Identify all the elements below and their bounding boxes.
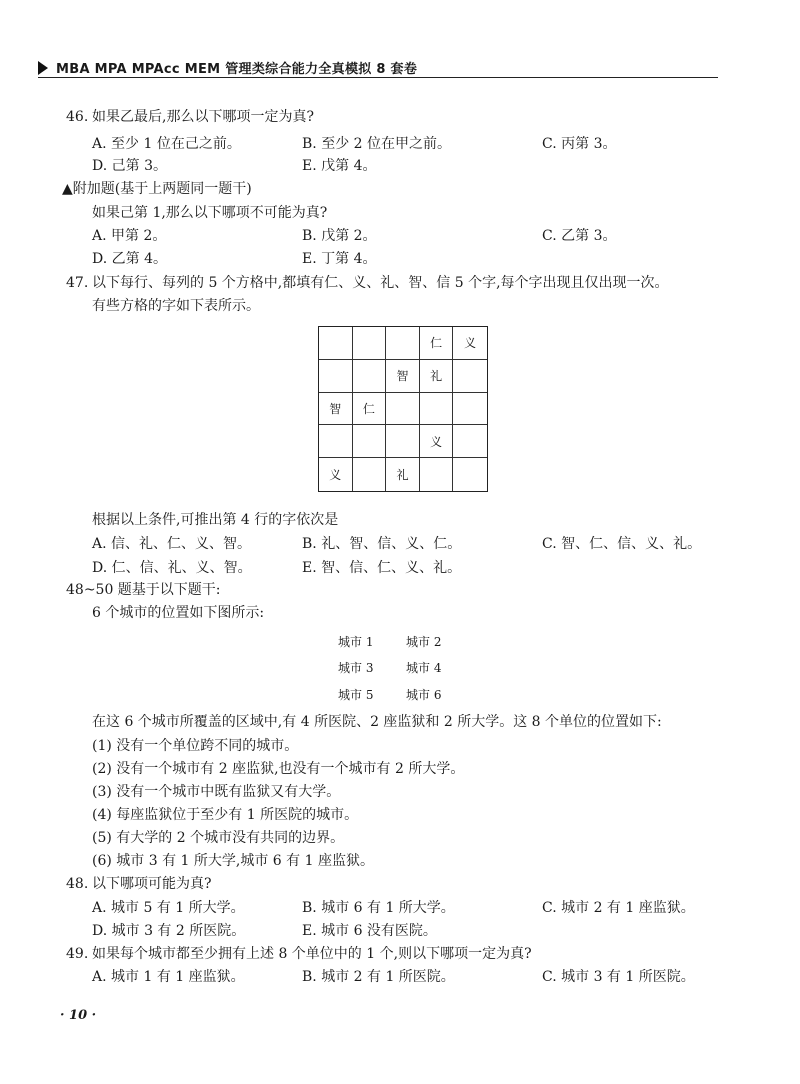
q48-number: 48. [66, 876, 89, 892]
running-header [38, 58, 718, 76]
page-number: · 10 · [60, 1008, 97, 1023]
grid-cell: 仁 [420, 327, 454, 360]
extra-title: ▲附加题(基于上两题同一题干) [62, 181, 252, 197]
q48-option-b: B. 城市 6 有 1 所大学。 [302, 900, 455, 916]
grid-cell [386, 393, 420, 426]
condition-1: (1) 没有一个单位跨不同的城市。 [92, 738, 299, 754]
q48-option-a: A. 城市 5 有 1 所大学。 [92, 900, 245, 916]
q48-option-e: E. 城市 6 没有医院。 [302, 923, 437, 939]
q48-stem: 以下哪项可能为真? [92, 876, 212, 892]
q47-option-e: E. 智、信、仁、义、礼。 [302, 560, 462, 576]
q47-number: 47. [66, 275, 89, 291]
q46-option-c: C. 丙第 3。 [542, 136, 617, 152]
triangle-marker-icon [38, 61, 48, 75]
extra-option-d: D. 乙第 4。 [92, 251, 167, 267]
q47-question: 根据以上条件,可推出第 4 行的字依次是 [92, 512, 339, 528]
grid-cell: 义 [420, 425, 454, 458]
grid-cell: 礼 [420, 360, 454, 393]
grid-cell [353, 458, 387, 491]
grid-cell [386, 327, 420, 360]
grid-cell: 礼 [386, 458, 420, 491]
condition-5: (5) 有大学的 2 个城市没有共同的边界。 [92, 830, 345, 846]
grid-cell [319, 360, 353, 393]
header-title: MBA MPA MPAcc MEM 管理类综合能力全真模拟 8 套卷 [56, 62, 418, 77]
q47-option-d: D. 仁、信、礼、义、智。 [92, 560, 252, 576]
q47-option-b: B. 礼、智、信、义、仁。 [302, 536, 462, 552]
q47-option-a: A. 信、礼、仁、义、智。 [92, 536, 252, 552]
grid-cell: 智 [319, 393, 353, 426]
grid-cell: 义 [319, 458, 353, 491]
q47-stem-line1: 以下每行、每列的 5 个方格中,都填有仁、义、礼、智、信 5 个字,每个字出现且仅出现一次。 [92, 275, 669, 291]
extra-option-a: A. 甲第 2。 [92, 228, 167, 244]
extra-option-b: B. 戊第 2。 [302, 228, 377, 244]
grid-cell [353, 327, 387, 360]
q49-option-b: B. 城市 2 有 1 所医院。 [302, 969, 455, 985]
q49-option-a: A. 城市 1 有 1 座监狱。 [92, 969, 245, 985]
q46-option-a: A. 至少 1 位在己之前。 [92, 136, 241, 152]
extra-option-c: C. 乙第 3。 [542, 228, 617, 244]
grid-cell [453, 393, 487, 426]
city-5-label: 城市 5 [338, 688, 374, 702]
city-6-label: 城市 6 [406, 688, 442, 702]
set-description: 6 个城市的位置如下图所示: [92, 605, 265, 621]
q46-number: 46. [66, 109, 89, 125]
condition-6: (6) 城市 3 有 1 所大学,城市 6 有 1 座监狱。 [92, 853, 374, 869]
city-4-label: 城市 4 [406, 661, 442, 675]
grid-cell [420, 458, 454, 491]
grid-cell [453, 425, 487, 458]
header-rule [38, 77, 718, 78]
grid-cell [319, 327, 353, 360]
character-grid [318, 326, 488, 492]
grid-cell [353, 360, 387, 393]
q46-stem: 如果乙最后,那么以下哪项一定为真? [92, 109, 314, 125]
set-lead: 在这 6 个城市所覆盖的区域中,有 4 所医院、2 座监狱和 2 所大学。这 8 个单位的位置如下: [92, 714, 662, 730]
set-intro: 48~50 题基于以下题干: [66, 582, 221, 598]
grid-cell [353, 425, 387, 458]
q49-option-c: C. 城市 3 有 1 所医院。 [542, 969, 695, 985]
q49-number: 49. [66, 946, 89, 962]
q48-option-c: C. 城市 2 有 1 座监狱。 [542, 900, 695, 916]
condition-2: (2) 没有一个城市有 2 座监狱,也没有一个城市有 2 所大学。 [92, 761, 465, 777]
grid-cell [453, 458, 487, 491]
condition-3: (3) 没有一个城市中既有监狱又有大学。 [92, 784, 341, 800]
q47-stem-line2: 有些方格的字如下表所示。 [92, 298, 260, 314]
extra-option-e: E. 丁第 4。 [302, 251, 377, 267]
grid-cell [319, 425, 353, 458]
extra-stem: 如果己第 1,那么以下哪项不可能为真? [92, 205, 328, 221]
q47-option-c: C. 智、仁、信、义、礼。 [542, 536, 702, 552]
grid-cell: 智 [386, 360, 420, 393]
q48-option-d: D. 城市 3 有 2 所医院。 [92, 923, 246, 939]
grid-cell [453, 360, 487, 393]
city-1-label: 城市 1 [338, 635, 374, 649]
grid-cell [420, 393, 454, 426]
city-3-label: 城市 3 [338, 661, 374, 675]
q46-option-d: D. 己第 3。 [92, 158, 167, 174]
city-2-label: 城市 2 [406, 635, 442, 649]
condition-4: (4) 每座监狱位于至少有 1 所医院的城市。 [92, 807, 359, 823]
q46-option-e: E. 戊第 4。 [302, 158, 377, 174]
q49-stem: 如果每个城市都至少拥有上述 8 个单位中的 1 个,则以下哪项一定为真? [92, 946, 532, 962]
grid-cell: 仁 [353, 393, 387, 426]
q46-option-b: B. 至少 2 位在甲之前。 [302, 136, 451, 152]
grid-cell [386, 425, 420, 458]
grid-cell: 义 [453, 327, 487, 360]
